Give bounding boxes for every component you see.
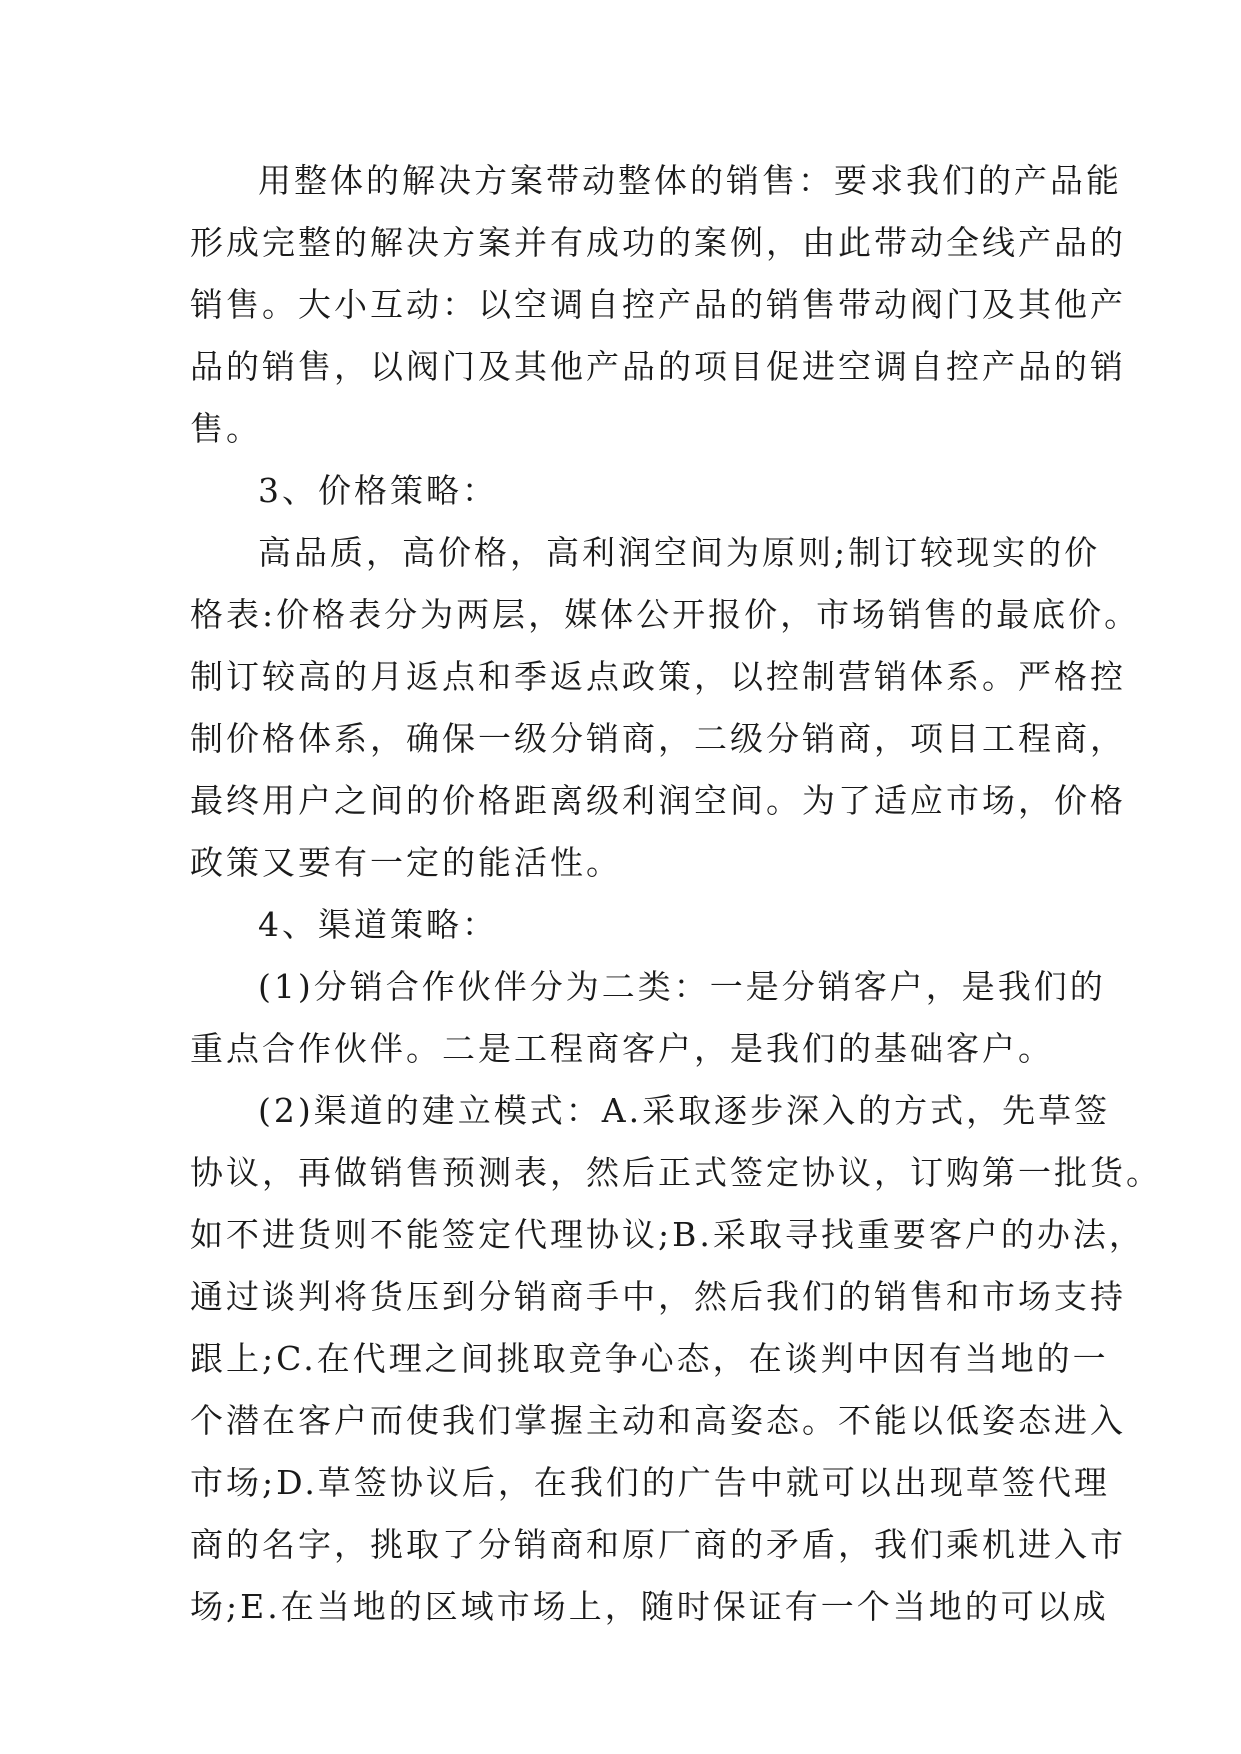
section-heading-channel-strategy (190, 894, 1054, 956)
text-line: 形成完整的解决方案并有成功的案例，由此带动全线产品的 (190, 223, 1126, 262)
section-heading: 4、渠道策略： (258, 905, 498, 944)
text-line: 格表:价格表分为两层，媒体公开报价，市场销售的最底价。 (190, 595, 1141, 634)
text-line: (2)渠道的建立模式：A.采取逐步深入的方式，先草签 (258, 1091, 1111, 1130)
paragraph-channel-partners (190, 956, 1106, 1080)
text-line: 场;E.在当地的区域市场上，随时保证有一个当地的可以成 (190, 1587, 1109, 1626)
text-line: 用整体的解决方案带动整体的销售：要求我们的产品能 (258, 161, 1122, 200)
text-line: 重点合作伙伴。二是工程商客户，是我们的基础客户。 (190, 1029, 1054, 1068)
text-line: 销售。大小互动：以空调自控产品的销售带动阀门及其他产 (190, 285, 1126, 324)
text-line: 品的销售，以阀门及其他产品的项目促进空调自控产品的销 (190, 347, 1126, 386)
paragraph-channel-model (190, 1080, 1162, 1638)
section-heading: 3、价格策略： (258, 471, 498, 510)
text-line: 市场;D.草签协议后，在我们的广告中就可以出现草签代理 (190, 1463, 1110, 1502)
text-line: 如不进货则不能签定代理协议;B.采取寻找重要客户的办法， (190, 1215, 1145, 1254)
text-line: 协议，再做销售预测表，然后正式签定协议，订购第一批货。 (190, 1153, 1162, 1192)
text-line: 政策又要有一定的能活性。 (190, 843, 622, 882)
text-line: 跟上;C.在代理之间挑取竞争心态，在谈判中因有当地的一 (190, 1339, 1109, 1378)
paragraph-price-strategy (190, 522, 1141, 894)
section-heading-price-strategy (190, 460, 1054, 522)
text-line: 通过谈判将货压到分销商手中，然后我们的销售和市场支持 (190, 1277, 1126, 1316)
text-line: 制订较高的月返点和季返点政策，以控制营销体系。严格控 (190, 657, 1126, 696)
text-line: 制价格体系，确保一级分销商，二级分销商，项目工程商， (190, 719, 1126, 758)
document-page (190, 150, 1162, 1638)
text-line: 最终用户之间的价格距离级利润空间。为了适应市场，价格 (190, 781, 1126, 820)
text-line: (1)分销合作伙伴分为二类：一是分销客户，是我们的 (258, 967, 1106, 1006)
text-line: 售。 (190, 409, 262, 448)
paragraph-solution-sales (190, 150, 1126, 460)
text-line: 商的名字，挑取了分销商和原厂商的矛盾，我们乘机进入市 (190, 1525, 1126, 1564)
text-line: 个潜在客户而使我们掌握主动和高姿态。不能以低姿态进入 (190, 1401, 1126, 1440)
text-line: 高品质，高价格，高利润空间为原则;制订较现实的价 (258, 533, 1101, 572)
